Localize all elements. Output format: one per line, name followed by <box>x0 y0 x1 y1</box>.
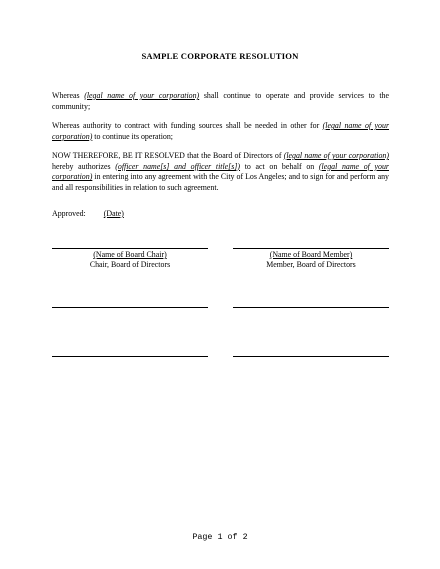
text: to act on behalf on <box>240 161 319 171</box>
paragraph-whereas-2 <box>52 121 389 142</box>
page-number: Page 1 of 2 <box>192 532 248 542</box>
signature-line-blank <box>52 307 208 308</box>
placeholder-corporation-name: (legal name of your corporation) <box>283 151 389 160</box>
signature-line-member <box>233 248 389 249</box>
chair-name-placeholder: (Name of Board Chair) <box>93 250 167 259</box>
text: to continue its operation; <box>92 131 173 141</box>
placeholder-corporation-name: (legal name of your corporation) <box>84 91 200 100</box>
placeholder-corporation-name: (legal name of your corporation) <box>52 161 390 182</box>
placeholder-corporation-name: (legal name of your corporation) <box>52 121 390 141</box>
signature-line-blank <box>52 356 208 357</box>
text: in entering into any agreement with the City of Los Angeles; and to sign for and perform any and all responsibilities in relation to such agreement. <box>52 172 389 192</box>
text: hereby authorizes <box>52 161 116 171</box>
text: NOW THEREFORE, BE IT RESOLVED that the Board of Directors of <box>52 151 284 160</box>
approved-date-placeholder: (Date) <box>103 209 124 218</box>
member-name-placeholder: (Name of Board Member) <box>269 250 353 259</box>
signature-line-blank <box>233 307 389 308</box>
approved-label: Approved: <box>52 209 86 218</box>
text: Whereas <box>52 91 85 100</box>
chair-title: Chair, Board of Directors <box>89 260 171 270</box>
paragraph-whereas-1 <box>52 91 389 112</box>
chair-signature-label <box>52 250 208 271</box>
signature-line-chair <box>52 248 208 249</box>
member-signature-label <box>233 250 389 271</box>
document-title: SAMPLE CORPORATE RESOLUTION <box>141 51 299 61</box>
paragraph-resolved <box>52 151 389 193</box>
approved-line <box>52 209 124 218</box>
text: Whereas authority to contract with funding sources shall be needed in other for <box>52 121 323 130</box>
placeholder-officer-names: (officer name[s] and officer title[s]) <box>115 161 241 171</box>
member-title: Member, Board of Directors <box>266 260 356 270</box>
signature-line-blank <box>233 356 389 357</box>
text: shall continue to operate and provide services to the community; <box>52 91 389 111</box>
